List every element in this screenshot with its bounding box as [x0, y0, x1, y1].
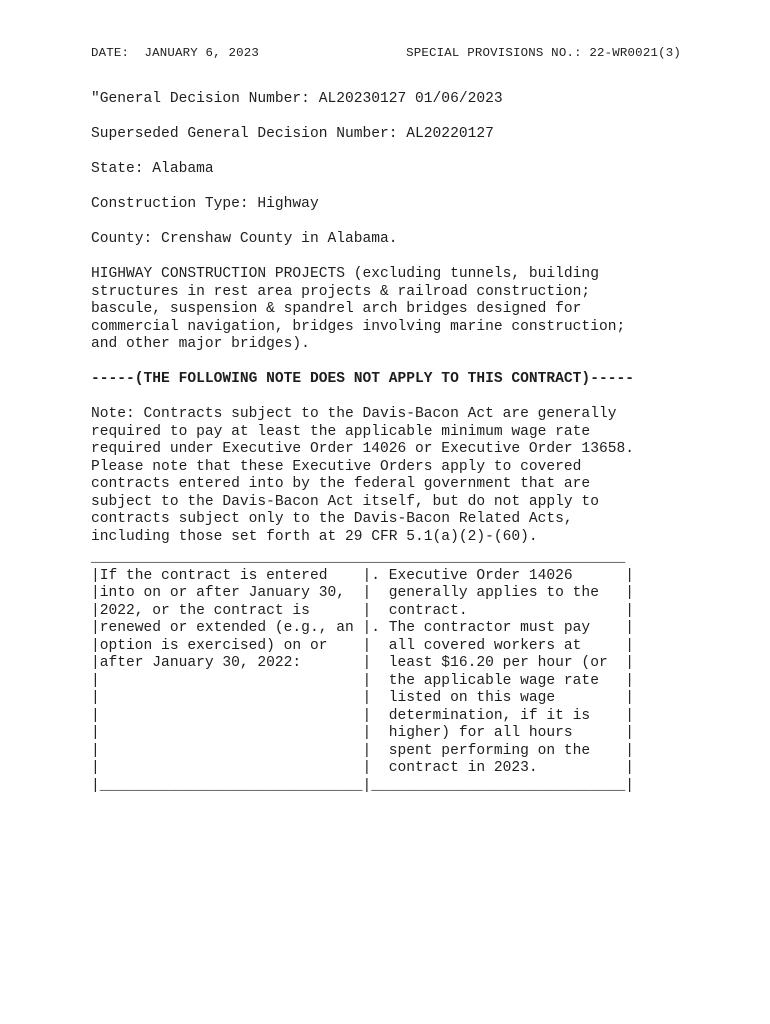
table-line: |after January 30, 2022: | least $16.20 per hour (or |: [91, 655, 634, 671]
table-line: | | listed on this wage |: [91, 690, 634, 706]
table-line: |2022, or the contract is | contract. |: [91, 602, 634, 619]
highway-projects-paragraph: HIGHWAY CONSTRUCTION PROJECTS (excluding tunnels, building structures in rest area projects & railroad construction; bascule, suspension & spandrel arch bridges designed for commercial navigation, bridges involving marine construction; and other major bridges).: [91, 266, 626, 352]
superseded-decision-number: Superseded General Decision Number: AL20220127: [91, 126, 494, 142]
table-line: | | determination, if it is |: [91, 707, 634, 724]
county-line: County: Crenshaw County in Alabama.: [91, 231, 398, 247]
table-line: |option is exercised) on or | all covered workers at |: [91, 637, 634, 654]
table-line: |If the contract is entered |. Executive Order 14026 |: [91, 567, 634, 584]
general-decision-number: "General Decision Number: AL20230127 01/06/2023: [91, 91, 503, 107]
table-line: | | spent performing on the |: [91, 742, 634, 759]
state-line: State: Alabama: [91, 161, 214, 177]
header-special-provisions: SPECIAL PROVISIONS NO.: 22-WR0021(3): [406, 46, 681, 60]
table-line: |into on or after January 30, | generally applies to the |: [91, 585, 634, 601]
document-body: [91, 91, 691, 564]
construction-type-line: Construction Type: Highway: [91, 196, 319, 212]
table-line: _____________________________________________________________: [91, 550, 626, 566]
table-line: | | the applicable wage rate |: [91, 672, 634, 689]
table-line: |renewed or extended (e.g., an |. The contractor must pay |: [91, 620, 634, 636]
header-date: DATE: JANUARY 6, 2023: [91, 46, 259, 60]
table-line: | | contract in 2023. |: [91, 760, 634, 776]
table-line: |______________________________|_____________________________|: [91, 777, 634, 794]
note-heading: -----(THE FOLLOWING NOTE DOES NOT APPLY TO THIS CONTRACT)-----: [91, 371, 634, 387]
table-line: | | higher) for all hours |: [91, 725, 634, 741]
page-header: [91, 46, 681, 62]
note-paragraph: Note: Contracts subject to the Davis-Bacon Act are generally required to pay at least the applicable minimum wage rate required under Executive Order 14026 or Executive Order 13658. Please note that these Executive Orders apply to covered contracts entered into by the federal government that are subject to the Davis-Bacon Act itself, but do not apply to contracts subject only to the Davis-Bacon Related Acts, including those set forth at 29 CFR 5.1(a)(2)-(60).: [91, 406, 634, 545]
executive-order-table: [91, 550, 661, 795]
